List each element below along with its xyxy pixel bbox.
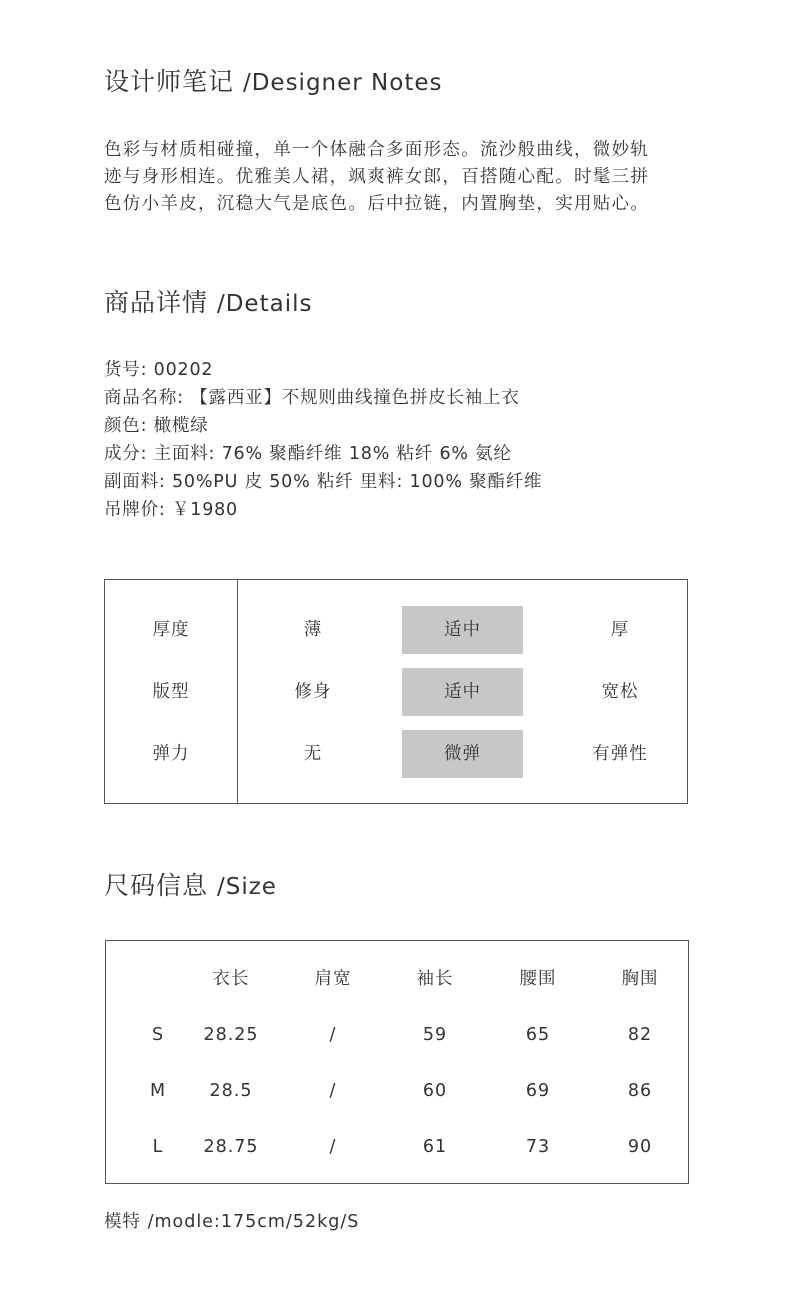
attribute-option-selected: 微弹 <box>402 730 523 778</box>
size-value: / <box>329 1025 337 1045</box>
size-value: 90 <box>627 1137 653 1157</box>
size-value: 60 <box>422 1081 448 1101</box>
size-value: 28.5 <box>209 1081 253 1101</box>
size-value: 82 <box>627 1025 653 1045</box>
attribute-label: 弹力 <box>152 744 190 764</box>
size-title-cn: 尺码信息 <box>104 871 209 900</box>
details-title <box>104 283 312 319</box>
size-header: 胸围 <box>621 969 659 989</box>
attribute-label: 版型 <box>152 682 190 702</box>
detail-item-color: 颜色: 橄榄绿 <box>104 416 209 436</box>
size-value: 61 <box>422 1137 448 1157</box>
size-row-label: S <box>151 1025 165 1045</box>
attribute-label: 厚度 <box>152 620 190 640</box>
size-header: 肩宽 <box>314 969 352 989</box>
attribute-option: 无 <box>303 744 323 764</box>
attribute-row-fit <box>105 668 687 716</box>
size-value: 59 <box>422 1025 448 1045</box>
designer-notes-title-en: /Designer Notes <box>242 70 443 96</box>
designer-notes-text <box>104 137 744 218</box>
size-header: 袖长 <box>416 969 454 989</box>
size-header: 腰围 <box>519 969 557 989</box>
attribute-option-selected: 适中 <box>402 668 523 716</box>
attribute-option: 薄 <box>303 620 323 640</box>
size-value: 65 <box>525 1025 551 1045</box>
attribute-option: 有弹性 <box>592 744 648 764</box>
details-list <box>104 356 542 524</box>
attribute-row-thickness <box>105 606 687 654</box>
details-title-cn: 商品详情 <box>104 288 209 317</box>
size-value: 69 <box>525 1081 551 1101</box>
size-value: 28.25 <box>203 1025 259 1045</box>
size-row-label: L <box>152 1137 164 1157</box>
designer-notes-line: 色彩与材质相碰撞，单一个体融合多面形态。流沙般曲线，微妙轨 <box>104 140 650 160</box>
detail-item-secondary-fabric: 副面料: 50%PU 皮 50% 粘纤 里料: 100% 聚酯纤维 <box>104 472 543 492</box>
size-title <box>104 866 277 902</box>
size-value: / <box>329 1137 337 1157</box>
size-value: / <box>329 1081 337 1101</box>
size-title-en: /Size <box>216 874 277 900</box>
size-value: 86 <box>627 1081 653 1101</box>
attributes-table <box>104 579 688 804</box>
detail-item-name: 商品名称: 【露西亚】不规则曲线撞色拼皮长袖上衣 <box>104 388 520 408</box>
attribute-option: 宽松 <box>601 682 639 702</box>
detail-item-composition: 成分: 主面料: 76% 聚酯纤维 18% 粘纤 6% 氨纶 <box>104 444 512 464</box>
attribute-option: 修身 <box>294 682 332 702</box>
designer-notes-line: 色仿小羊皮，沉稳大气是底色。后中拉链，内置胸垫，实用贴心。 <box>104 194 650 214</box>
designer-notes-line: 迹与身形相连。优雅美人裙，飒爽裤女郎，百搭随心配。时髦三拼 <box>104 167 650 187</box>
attribute-row-elasticity <box>105 730 687 778</box>
size-header: 衣长 <box>212 969 250 989</box>
size-row-label: M <box>149 1081 167 1101</box>
details-title-en: /Details <box>216 291 313 317</box>
attribute-option-selected: 适中 <box>402 606 523 654</box>
size-value: 28.75 <box>203 1137 259 1157</box>
model-note: 模特 /modle:175cm/52kg/S <box>104 1212 360 1232</box>
size-value: 73 <box>525 1137 551 1157</box>
designer-notes-title-cn: 设计师笔记 <box>104 67 235 96</box>
detail-item-price: 吊牌价: ￥1980 <box>104 500 238 520</box>
detail-item-sku: 货号: 00202 <box>104 360 214 380</box>
attribute-option: 厚 <box>610 620 630 640</box>
designer-notes-title <box>104 62 442 98</box>
size-table <box>105 940 689 1184</box>
